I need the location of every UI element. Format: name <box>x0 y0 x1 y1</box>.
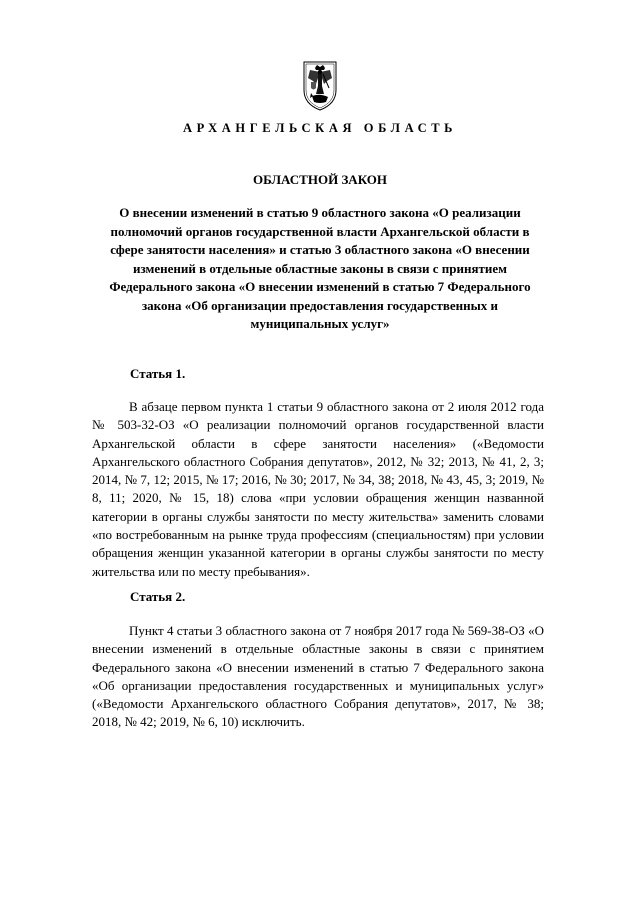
coat-of-arms-icon <box>302 60 338 112</box>
document-type: ОБЛАСТНОЙ ЗАКОН <box>252 172 388 187</box>
article-2-heading: Статья 2. <box>130 589 186 604</box>
article-1-text: В абзаце первом пункта 1 статьи 9 областного закона от 2 июля 2012 года № 503-32-ОЗ «О реализации полномочий органов государственной власти Архангельской области в сфере занятости населения» («Ведомости Архангельского областного Собрания депутатов», 2012, № 32; 2013, № 41, 2, 3; 2014, № 7, 12; 2015, № 17; 2016, № 30; 2017, № 34, 38; 2018, № 43, 45, 3; 2019, № 8, 11; 2020, № 15, 18) слова «при условии обращения женщин названной категории в органы службы занятости по месту жительства» заменить словами «по востребованным на рынке труда профессиям (специальностям) при условии обращения женщин указанной категории в органы службы занятости по месту жительства или по месту пребывания». <box>92 399 544 579</box>
article-2-text: Пункт 4 статьи 3 областного закона от 7 ноября 2017 года № 569-38-ОЗ «О внесении изменений в отдельные областные законы в связи с принятием Федерального закона «О внесении изменений в статью 7 Федерального закона «Об организации предоставления государственных и муниципальных услуг» («Ведомости Архангельского областного Собрания депутатов», 2017, № 38; 2018, № 42; 2019, № 6, 10) исключить. <box>92 623 544 730</box>
region-name: АРХАНГЕЛЬСКАЯ ОБЛАСТЬ <box>182 121 458 135</box>
document-title: О внесении изменений в статью 9 областного закона «О реализации полномочий органов государственной власти Архангельской области в сфере занятости населения» и статью 3 областного закона «О внесении изменений в отдельные областные законы в связи с принятием Федерального закона «О внесении изменений в статью 7 Федерального закона «Об организации предоставления государственных и муниципальных услуг» <box>109 205 531 331</box>
article-1-heading: Статья 1. <box>130 366 186 381</box>
